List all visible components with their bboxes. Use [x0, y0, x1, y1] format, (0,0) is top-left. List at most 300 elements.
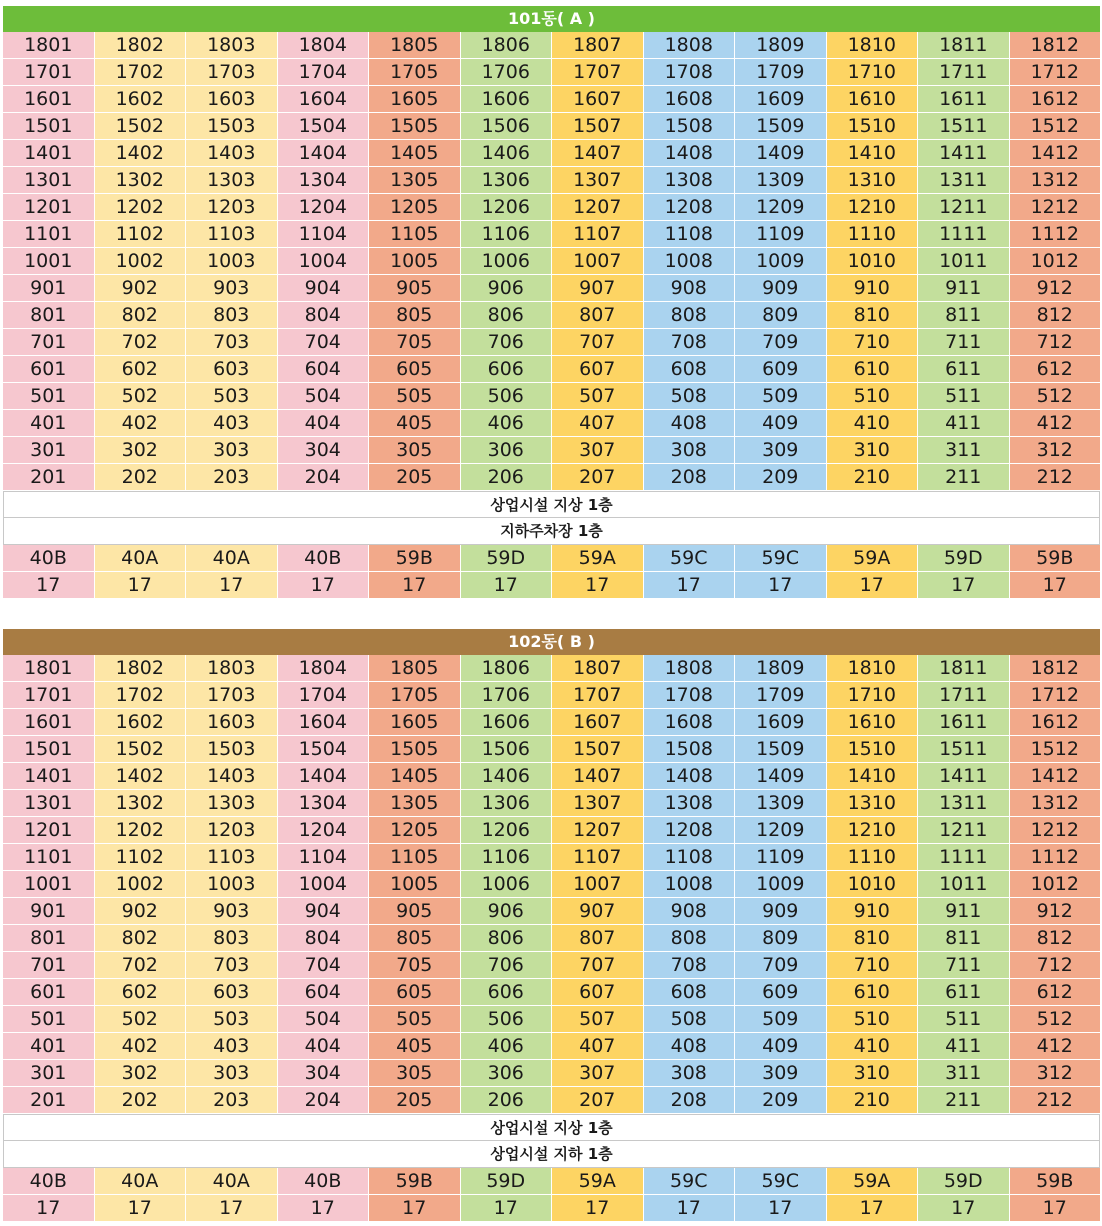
unit-cell: 1206	[461, 817, 553, 844]
unit-cell: 310	[827, 1060, 919, 1087]
unit-cell: 808	[644, 925, 736, 952]
unit-cell: 305	[369, 1060, 461, 1087]
unit-cell: 403	[186, 1033, 278, 1060]
unit-cell: 803	[186, 925, 278, 952]
unit-cell: 304	[278, 1060, 370, 1087]
unit-cell: 409	[735, 1033, 827, 1060]
unit-cell: 603	[186, 979, 278, 1006]
unit-cell: 1001	[3, 871, 95, 898]
unit-count-cell: 17	[3, 1195, 95, 1222]
unit-cell: 905	[369, 898, 461, 925]
unit-cell: 1109	[735, 844, 827, 871]
unit-cell: 610	[827, 356, 919, 383]
unit-type-cell: 59A	[552, 1168, 644, 1195]
unit-cell: 1408	[644, 763, 736, 790]
unit-cell: 404	[278, 410, 370, 437]
unit-count-cell: 17	[369, 1195, 461, 1222]
building-101-unit-count-row	[3, 572, 1100, 599]
unit-cell: 608	[644, 356, 736, 383]
unit-cell: 1402	[95, 763, 187, 790]
building-102-band-commercial-ground: 상업시설 지상 1층	[3, 1114, 1100, 1141]
unit-type-cell: 40B	[278, 1168, 370, 1195]
floor-row	[3, 709, 1100, 736]
unit-cell: 1103	[186, 844, 278, 871]
unit-cell: 610	[827, 979, 919, 1006]
unit-cell: 606	[461, 979, 553, 1006]
unit-cell: 503	[186, 383, 278, 410]
unit-cell: 1811	[918, 32, 1010, 59]
unit-cell: 601	[3, 979, 95, 1006]
unit-type-cell: 59A	[827, 1168, 919, 1195]
unit-cell: 1808	[644, 32, 736, 59]
unit-cell: 1306	[461, 167, 553, 194]
unit-cell: 1710	[827, 59, 919, 86]
unit-cell: 1809	[735, 655, 827, 682]
unit-type-cell: 40B	[3, 545, 95, 572]
unit-cell: 711	[918, 952, 1010, 979]
unit-cell: 306	[461, 437, 553, 464]
unit-cell: 604	[278, 356, 370, 383]
unit-cell: 1305	[369, 790, 461, 817]
floor-row	[3, 32, 1100, 59]
unit-cell: 1507	[552, 736, 644, 763]
unit-cell: 1605	[369, 86, 461, 113]
unit-cell: 1204	[278, 194, 370, 221]
unit-cell: 612	[1010, 979, 1101, 1006]
unit-cell: 410	[827, 410, 919, 437]
unit-cell: 1707	[552, 682, 644, 709]
unit-cell: 1511	[918, 736, 1010, 763]
unit-cell: 1206	[461, 194, 553, 221]
unit-cell: 1311	[918, 167, 1010, 194]
unit-cell: 605	[369, 979, 461, 1006]
unit-cell: 308	[644, 1060, 736, 1087]
unit-cell: 1211	[918, 194, 1010, 221]
unit-cell: 1611	[918, 86, 1010, 113]
unit-cell: 709	[735, 952, 827, 979]
floor-row	[3, 329, 1100, 356]
unit-cell: 1712	[1010, 682, 1101, 709]
unit-cell: 1702	[95, 59, 187, 86]
unit-cell: 1804	[278, 32, 370, 59]
unit-cell: 1304	[278, 167, 370, 194]
unit-type-cell: 40B	[278, 545, 370, 572]
unit-cell: 201	[3, 1087, 95, 1114]
unit-cell: 808	[644, 302, 736, 329]
unit-cell: 1108	[644, 844, 736, 871]
unit-cell: 1505	[369, 113, 461, 140]
floor-row	[3, 682, 1100, 709]
unit-cell: 1111	[918, 221, 1010, 248]
unit-cell: 1305	[369, 167, 461, 194]
unit-cell: 1511	[918, 113, 1010, 140]
unit-cell: 1504	[278, 113, 370, 140]
unit-cell: 405	[369, 410, 461, 437]
building-102-unit-count-row	[3, 1195, 1100, 1222]
unit-cell: 408	[644, 1033, 736, 1060]
unit-cell: 1402	[95, 140, 187, 167]
unit-cell: 809	[735, 925, 827, 952]
unit-cell: 1802	[95, 32, 187, 59]
floor-row	[3, 817, 1100, 844]
unit-cell: 1303	[186, 790, 278, 817]
unit-cell: 1809	[735, 32, 827, 59]
unit-cell: 1112	[1010, 844, 1101, 871]
unit-cell: 603	[186, 356, 278, 383]
unit-cell: 1308	[644, 790, 736, 817]
unit-cell: 1607	[552, 86, 644, 113]
unit-cell: 501	[3, 383, 95, 410]
unit-cell: 405	[369, 1033, 461, 1060]
unit-cell: 902	[95, 275, 187, 302]
unit-cell: 1705	[369, 682, 461, 709]
unit-cell: 1208	[644, 817, 736, 844]
unit-type-cell: 40A	[95, 1168, 187, 1195]
unit-cell: 1110	[827, 844, 919, 871]
unit-cell: 309	[735, 1060, 827, 1087]
unit-cell: 1509	[735, 113, 827, 140]
unit-cell: 1608	[644, 709, 736, 736]
unit-cell: 1006	[461, 248, 553, 275]
unit-cell: 1502	[95, 736, 187, 763]
unit-cell: 210	[827, 464, 919, 491]
unit-cell: 1307	[552, 167, 644, 194]
unit-cell: 1610	[827, 86, 919, 113]
unit-cell: 412	[1010, 1033, 1101, 1060]
unit-cell: 801	[3, 302, 95, 329]
unit-cell: 1802	[95, 655, 187, 682]
unit-count-cell: 17	[735, 572, 827, 599]
unit-cell: 1810	[827, 32, 919, 59]
unit-cell: 908	[644, 275, 736, 302]
unit-cell: 1004	[278, 248, 370, 275]
unit-cell: 1711	[918, 59, 1010, 86]
unit-cell: 1510	[827, 736, 919, 763]
unit-cell: 1606	[461, 709, 553, 736]
unit-cell: 701	[3, 952, 95, 979]
unit-cell: 1601	[3, 86, 95, 113]
unit-cell: 1205	[369, 194, 461, 221]
unit-cell: 507	[552, 1006, 644, 1033]
unit-cell: 1602	[95, 86, 187, 113]
unit-cell: 708	[644, 329, 736, 356]
building-101-band-commercial-ground: 상업시설 지상 1층	[3, 491, 1100, 518]
unit-cell: 1405	[369, 140, 461, 167]
unit-cell: 412	[1010, 410, 1101, 437]
unit-cell: 407	[552, 410, 644, 437]
unit-type-cell: 59C	[644, 545, 736, 572]
unit-cell: 1603	[186, 86, 278, 113]
floor-row	[3, 871, 1100, 898]
unit-cell: 803	[186, 302, 278, 329]
unit-cell: 401	[3, 410, 95, 437]
unit-cell: 1203	[186, 194, 278, 221]
floor-row	[3, 655, 1100, 682]
unit-cell: 302	[95, 437, 187, 464]
unit-cell: 201	[3, 464, 95, 491]
unit-cell: 1207	[552, 817, 644, 844]
unit-cell: 207	[552, 1087, 644, 1114]
unit-cell: 512	[1010, 1006, 1101, 1033]
unit-cell: 1401	[3, 763, 95, 790]
unit-cell: 512	[1010, 383, 1101, 410]
floor-row	[3, 979, 1100, 1006]
unit-cell: 804	[278, 925, 370, 952]
unit-cell: 1706	[461, 59, 553, 86]
unit-cell: 804	[278, 302, 370, 329]
unit-cell: 1805	[369, 32, 461, 59]
unit-cell: 1703	[186, 682, 278, 709]
unit-cell: 811	[918, 925, 1010, 952]
unit-cell: 1704	[278, 59, 370, 86]
unit-cell: 805	[369, 302, 461, 329]
unit-cell: 604	[278, 979, 370, 1006]
floor-row	[3, 1006, 1100, 1033]
unit-cell: 1201	[3, 817, 95, 844]
unit-cell: 1104	[278, 844, 370, 871]
unit-cell: 1108	[644, 221, 736, 248]
unit-cell: 1302	[95, 790, 187, 817]
unit-cell: 1712	[1010, 59, 1101, 86]
unit-cell: 403	[186, 410, 278, 437]
unit-count-cell: 17	[278, 572, 370, 599]
unit-cell: 210	[827, 1087, 919, 1114]
unit-cell: 411	[918, 410, 1010, 437]
unit-cell: 1407	[552, 763, 644, 790]
unit-cell: 1601	[3, 709, 95, 736]
unit-cell: 203	[186, 1087, 278, 1114]
unit-count-cell: 17	[95, 572, 187, 599]
unit-cell: 1207	[552, 194, 644, 221]
unit-cell: 206	[461, 464, 553, 491]
unit-cell: 709	[735, 329, 827, 356]
unit-cell: 1307	[552, 790, 644, 817]
floor-row	[3, 410, 1100, 437]
unit-cell: 409	[735, 410, 827, 437]
unit-cell: 408	[644, 410, 736, 437]
unit-cell: 906	[461, 898, 553, 925]
unit-cell: 1102	[95, 844, 187, 871]
unit-cell: 411	[918, 1033, 1010, 1060]
unit-type-cell: 40A	[186, 545, 278, 572]
floor-row	[3, 383, 1100, 410]
unit-cell: 1007	[552, 871, 644, 898]
unit-cell: 1702	[95, 682, 187, 709]
unit-count-cell: 17	[278, 1195, 370, 1222]
unit-cell: 1803	[186, 655, 278, 682]
unit-cell: 1806	[461, 655, 553, 682]
unit-cell: 702	[95, 329, 187, 356]
unit-cell: 1501	[3, 113, 95, 140]
unit-cell: 1203	[186, 817, 278, 844]
unit-cell: 404	[278, 1033, 370, 1060]
unit-cell: 1806	[461, 32, 553, 59]
unit-cell: 706	[461, 329, 553, 356]
unit-cell: 1708	[644, 59, 736, 86]
unit-cell: 305	[369, 437, 461, 464]
unit-cell: 1009	[735, 871, 827, 898]
unit-cell: 1105	[369, 844, 461, 871]
building-101-unit-grid	[3, 32, 1100, 491]
floor-row	[3, 790, 1100, 817]
unit-cell: 904	[278, 898, 370, 925]
unit-cell: 802	[95, 925, 187, 952]
unit-type-cell: 59D	[461, 545, 553, 572]
unit-count-cell: 17	[1010, 1195, 1101, 1222]
unit-cell: 1609	[735, 709, 827, 736]
unit-cell: 302	[95, 1060, 187, 1087]
unit-cell: 1306	[461, 790, 553, 817]
unit-cell: 1501	[3, 736, 95, 763]
unit-cell: 1211	[918, 817, 1010, 844]
unit-cell: 504	[278, 383, 370, 410]
floor-row	[3, 437, 1100, 464]
unit-cell: 203	[186, 464, 278, 491]
unit-cell: 1509	[735, 736, 827, 763]
unit-cell: 505	[369, 1006, 461, 1033]
unit-cell: 209	[735, 1087, 827, 1114]
unit-cell: 1507	[552, 113, 644, 140]
unit-cell: 608	[644, 979, 736, 1006]
floor-row	[3, 356, 1100, 383]
unit-cell: 1004	[278, 871, 370, 898]
unit-count-cell: 17	[827, 572, 919, 599]
unit-cell: 507	[552, 383, 644, 410]
unit-cell: 303	[186, 437, 278, 464]
building-102-unit-type-row	[3, 1168, 1100, 1195]
unit-cell: 1411	[918, 763, 1010, 790]
unit-cell: 205	[369, 464, 461, 491]
unit-cell: 301	[3, 437, 95, 464]
unit-cell: 1012	[1010, 248, 1101, 275]
unit-cell: 704	[278, 329, 370, 356]
unit-cell: 1612	[1010, 86, 1101, 113]
unit-count-cell: 17	[461, 1195, 553, 1222]
unit-cell: 706	[461, 952, 553, 979]
unit-cell: 1403	[186, 763, 278, 790]
unit-cell: 704	[278, 952, 370, 979]
unit-cell: 810	[827, 925, 919, 952]
unit-cell: 1209	[735, 817, 827, 844]
unit-cell: 1701	[3, 682, 95, 709]
unit-cell: 410	[827, 1033, 919, 1060]
floor-row	[3, 1060, 1100, 1087]
unit-count-cell: 17	[369, 572, 461, 599]
unit-cell: 901	[3, 898, 95, 925]
unit-cell: 1602	[95, 709, 187, 736]
unit-cell: 809	[735, 302, 827, 329]
unit-cell: 1709	[735, 682, 827, 709]
unit-type-cell: 59B	[369, 1168, 461, 1195]
unit-cell: 1807	[552, 655, 644, 682]
unit-cell: 503	[186, 1006, 278, 1033]
unit-cell: 204	[278, 1087, 370, 1114]
floor-row	[3, 763, 1100, 790]
unit-cell: 1506	[461, 113, 553, 140]
unit-cell: 807	[552, 302, 644, 329]
unit-cell: 1005	[369, 248, 461, 275]
unit-cell: 1110	[827, 221, 919, 248]
unit-cell: 1301	[3, 790, 95, 817]
unit-cell: 1111	[918, 844, 1010, 871]
unit-cell: 1808	[644, 655, 736, 682]
unit-cell: 1506	[461, 736, 553, 763]
building-101-band-parking-basement: 지하주차장 1층	[3, 518, 1100, 545]
floor-row	[3, 194, 1100, 221]
unit-count-cell: 17	[3, 572, 95, 599]
unit-cell: 602	[95, 356, 187, 383]
unit-cell: 1304	[278, 790, 370, 817]
unit-cell: 1403	[186, 140, 278, 167]
unit-cell: 1504	[278, 736, 370, 763]
unit-cell: 1412	[1010, 763, 1101, 790]
unit-cell: 1607	[552, 709, 644, 736]
unit-cell: 1009	[735, 248, 827, 275]
unit-cell: 1409	[735, 763, 827, 790]
unit-cell: 1201	[3, 194, 95, 221]
unit-cell: 903	[186, 898, 278, 925]
unit-cell: 1101	[3, 221, 95, 248]
unit-cell: 1405	[369, 763, 461, 790]
unit-cell: 1603	[186, 709, 278, 736]
unit-cell: 611	[918, 979, 1010, 1006]
unit-cell: 806	[461, 302, 553, 329]
unit-cell: 812	[1010, 925, 1101, 952]
unit-cell: 1705	[369, 59, 461, 86]
unit-count-cell: 17	[644, 1195, 736, 1222]
unit-cell: 911	[918, 275, 1010, 302]
unit-cell: 1003	[186, 871, 278, 898]
unit-cell: 702	[95, 952, 187, 979]
floor-row	[3, 221, 1100, 248]
unit-cell: 611	[918, 356, 1010, 383]
unit-cell: 911	[918, 898, 1010, 925]
unit-cell: 1812	[1010, 32, 1101, 59]
unit-type-cell: 59C	[735, 545, 827, 572]
unit-cell: 312	[1010, 1060, 1101, 1087]
unit-type-cell: 59D	[461, 1168, 553, 1195]
unit-cell: 605	[369, 356, 461, 383]
unit-cell: 1711	[918, 682, 1010, 709]
unit-cell: 311	[918, 1060, 1010, 1087]
unit-cell: 609	[735, 979, 827, 1006]
unit-type-cell: 59C	[644, 1168, 736, 1195]
building-102-table	[3, 629, 1100, 1222]
unit-cell: 205	[369, 1087, 461, 1114]
unit-cell: 401	[3, 1033, 95, 1060]
unit-cell: 905	[369, 275, 461, 302]
unit-type-cell: 59A	[552, 545, 644, 572]
unit-cell: 209	[735, 464, 827, 491]
unit-cell: 1011	[918, 248, 1010, 275]
floor-row	[3, 736, 1100, 763]
unit-cell: 906	[461, 275, 553, 302]
unit-cell: 907	[552, 898, 644, 925]
unit-cell: 909	[735, 275, 827, 302]
unit-cell: 1502	[95, 113, 187, 140]
unit-cell: 601	[3, 356, 95, 383]
floor-row	[3, 925, 1100, 952]
building-101-table	[3, 6, 1100, 599]
unit-cell: 1205	[369, 817, 461, 844]
unit-cell: 1105	[369, 221, 461, 248]
unit-cell: 909	[735, 898, 827, 925]
unit-cell: 1010	[827, 248, 919, 275]
unit-cell: 506	[461, 1006, 553, 1033]
unit-cell: 1308	[644, 167, 736, 194]
unit-cell: 1310	[827, 167, 919, 194]
unit-cell: 211	[918, 464, 1010, 491]
